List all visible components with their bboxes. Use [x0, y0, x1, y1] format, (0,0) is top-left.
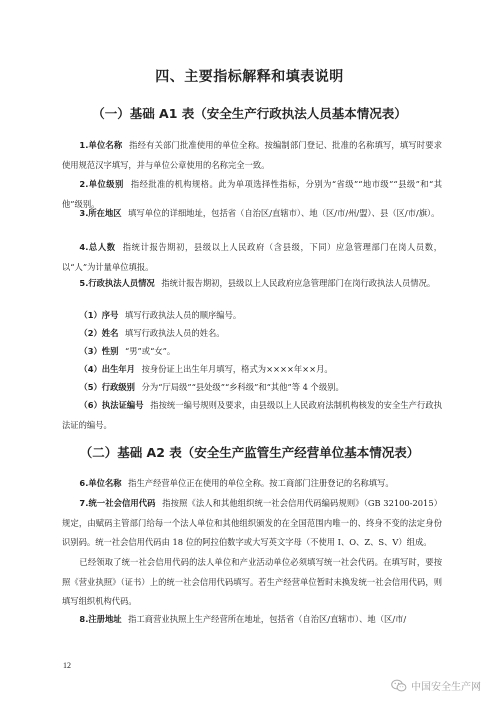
- item-label: （3）性别: [79, 346, 119, 356]
- paragraph-total-staff: [62, 238, 442, 277]
- paragraph-label: 7.统一社会信用代码: [79, 498, 156, 508]
- item-label: （5）行政级别: [79, 382, 135, 392]
- item-admin-level: [62, 378, 442, 398]
- item-text: 按身份证上出生年月填写，格式为××××年××月。: [141, 364, 333, 374]
- paragraph-credit-code: [62, 494, 442, 553]
- paragraph-text: 指工商营业执照上生产经营所在地址，包括省（自治区/直辖市）、地（区/市/: [128, 614, 407, 624]
- paragraph-location: [62, 204, 442, 224]
- paragraph-label: 3.所在地区: [79, 208, 122, 218]
- item-gender: [62, 342, 442, 362]
- item-label: （2）姓名: [79, 328, 119, 338]
- paragraph-text: 填写单位的详细地址，包括省（自治区/直辖市）、地（区/市/州/盟）、县（区/市/旗）。: [128, 208, 440, 218]
- paragraph-text: 指生产经营单位正在使用的单位全称。按工商部门注册登记的名称填写。: [128, 478, 394, 488]
- watermark: [391, 678, 481, 693]
- paragraph-label: 2.单位级别: [79, 179, 124, 189]
- item-text: 填写行政执法人员的顺序编号。: [125, 310, 242, 320]
- paragraph-label: 1.单位名称: [79, 140, 123, 150]
- page-number: 12: [63, 661, 71, 670]
- item-name: [62, 324, 442, 344]
- item-label: （6）执法证编号: [79, 400, 144, 410]
- paragraph-label: 4.总人数: [79, 242, 116, 252]
- paragraph-registered-address: [62, 610, 442, 630]
- paragraph-label: 5.行政执法人员情况: [79, 278, 155, 288]
- paragraph-credit-code-note: 已经领取了统一社会信用代码的法人单位和产业活动单位必须填写统一社会代码。在填写时，要按照《营业执照》（证书）上的统一社会信用代码填写。若生产经营单位暂时未换发统一社会信用代码，则填写组织机构代码。: [62, 557, 442, 606]
- subsection-title-a2: （二）基础 A2 表（安全生产监管生产经营单位基本情况表）: [79, 445, 420, 460]
- paragraph-company-name: [62, 474, 442, 494]
- paragraph-text: 指经批准的机构规格。此为单项选择性指标，分别为“省级”“地市级”“县级”和“其他”级别。: [62, 179, 442, 209]
- item-license-number: [62, 396, 442, 435]
- item-label: （1）序号: [79, 310, 119, 320]
- item-text: 填写行政执法人员的姓名。: [125, 328, 225, 338]
- item-birth-date: [62, 360, 442, 380]
- item-text: 分为“厅局级”“县处级”“乡科级”和“其他”等 4 个级别。: [141, 382, 344, 392]
- paragraph-text: 指统计报告期初，县级以上人民政府（含县级，下同）应急管理部门在岗人员数，以“人”为计量单位填报。: [62, 242, 442, 272]
- item-label: （4）出生年月: [79, 364, 135, 374]
- item-serial-number: [62, 306, 442, 326]
- paragraph-enforcement-staff: [62, 274, 442, 294]
- item-text: 指按统一编号规则及要求，由县级以上人民政府法制机构核发的安全生产行政执法证的编号。: [62, 400, 442, 430]
- wechat-icon: [391, 679, 407, 692]
- paragraph-label: 6.单位名称: [79, 478, 122, 488]
- watermark-text: 中国安全生产网: [411, 682, 481, 693]
- subsection-title-a1: （一）基础 A1 表（安全生产行政执法人员基本情况表）: [92, 106, 407, 121]
- paragraph-text: 指按照《法人和其他组织统一社会信用代码编码规则》（GB 32100-2015）规定，由赋码主管部门给每一个法人单位和其他组织颁发的在全国范围内唯一的、终身不变的法定身份识别码。统一社会信用代码由 18 位的阿拉伯数字或大写英文字母（不使用 I、O、Z、S、V）组成。: [62, 498, 442, 547]
- paragraph-label: 8.注册地址: [79, 614, 122, 624]
- paragraph-unit-name: [62, 136, 442, 175]
- paragraph-text: 指统计报告期初，县级以上人民政府应急管理部门在岗行政执法人员情况。: [161, 278, 436, 288]
- item-text: “男”或“女”。: [125, 346, 176, 356]
- section-title: 四、主要指标解释和填表说明: [155, 69, 344, 85]
- paragraph-text: 指经有关部门批准使用的单位全称。按编制部门登记、批准的名称填写，填写时要求使用规范汉字填写，并与单位公章使用的名称完全一致。: [62, 140, 442, 170]
